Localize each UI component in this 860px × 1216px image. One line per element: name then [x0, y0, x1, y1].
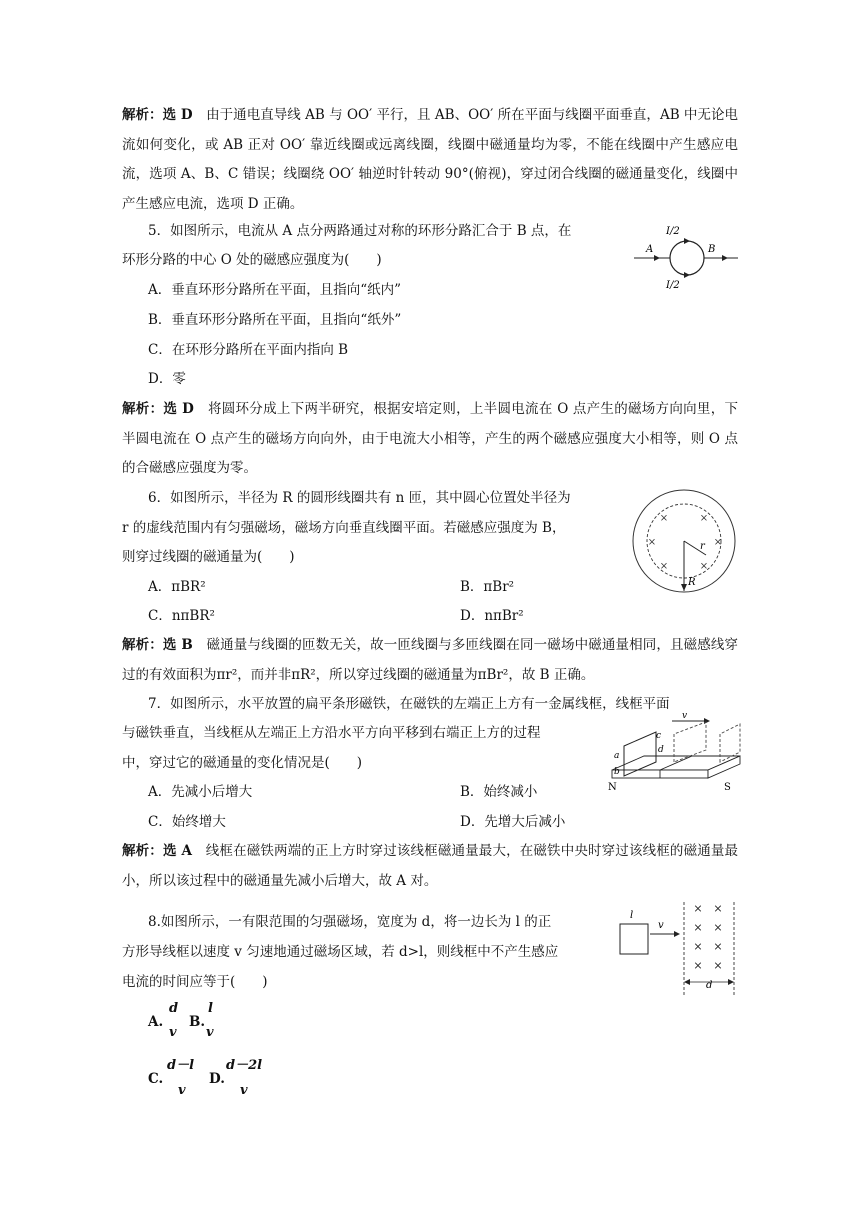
q5-fig-bottom-label: I/2 — [666, 280, 680, 291]
q8-option-c-denominator: v — [178, 1083, 186, 1098]
analysis-label: 解析： — [122, 107, 163, 123]
q8-option-d-label: D. — [209, 1071, 225, 1087]
q6-option-c: C．nπBR² — [148, 608, 215, 624]
cross-mark: × — [699, 513, 709, 524]
q8-option-b-label: B. — [189, 1014, 206, 1030]
q6-stem-line-2: r 的虚线范围内有匀强磁场，磁场方向垂直线圈平面。若磁感应强度为 B， — [122, 520, 566, 536]
q6-option-d: D．nπBr² — [460, 608, 524, 624]
cross-mark: × — [693, 940, 703, 953]
q6-option-a: A．πBR² — [148, 579, 206, 595]
q7-option-c: C．始终增大 — [148, 814, 226, 830]
q8-option-a-numerator: d — [169, 1001, 179, 1016]
analysis-text: 磁通量与线圈的匝数无关，故一匝线圈与多匝线圈在同一磁场中磁通量相同，且磁感线穿过的有效面积为πr²，而并非πR²，所以穿过线圈的磁通量为πBr²，故 B 正确。 — [122, 637, 739, 683]
q5-option-b: B．垂直环形分路所在平面，且指向“纸外” — [148, 312, 402, 328]
q6-fig-r-label: r — [700, 541, 705, 552]
q7-magnet-figure — [604, 710, 754, 796]
q8-stem-line-1: 8.如图所示，一有限范围的匀强磁场，宽度为 d，将一边长为 l 的正 — [148, 914, 552, 930]
q7-analysis — [122, 837, 738, 896]
analysis-text: 线框在磁铁两端的正上方时穿过该线框磁通量最大，在磁铁中央时穿过该线框的磁通量最小，所以该过程中的磁通量先减小后增大，故 A 对。 — [122, 843, 739, 889]
q8-fig-v-label: v — [658, 920, 664, 931]
analysis-label: 解析： — [122, 401, 164, 417]
q7-fig-b-label: b — [614, 767, 620, 777]
q5-ring-circuit-figure — [630, 222, 742, 294]
cross-mark: × — [713, 921, 723, 934]
analysis-text: 由于通电直导线 AB 与 OO′ 平行，且 AB、OO′ 所在平面与线圈平面垂直，AB 中无论电流如何变化，或 AB 正对 OO′ 靠近线圈或远离线圈，线圈中磁通量均为零，不能在线圈中产生感应电流，选项 A、B、C 错误；线圈绕 OO′ 轴逆时针转动 90°(俯视)，穿过闭合线圈的磁通量变化，线圈中产生感应电流，选项 D 正确。 — [122, 107, 739, 212]
q7-stem-line-1: 7．如图所示，水平放置的扁平条形磁铁，在磁铁的左端正上方有一金属线框，线框平面 — [148, 696, 670, 712]
analysis-choice: 选 B — [162, 637, 193, 653]
q8-option-d-numerator: d－2l — [226, 1058, 263, 1073]
q5-option-d: D．零 — [148, 371, 186, 387]
q8-option-d-denominator: v — [240, 1083, 248, 1098]
q7-fig-d-label: d — [658, 745, 664, 755]
q5-option-a: A．垂直环形分路所在平面，且指向“纸内” — [148, 282, 402, 298]
q5-fig-top-label: I/2 — [666, 226, 680, 237]
q7-option-d: D．先增大后减小 — [460, 814, 566, 830]
q8-option-a-denominator: v — [169, 1025, 177, 1040]
cross-mark: × — [659, 513, 669, 524]
q5-fig-b-label: B — [708, 244, 716, 255]
cross-mark: × — [659, 561, 669, 572]
q7-fig-a-label: a — [614, 751, 620, 761]
q8-fig-l-label: l — [630, 910, 634, 921]
q7-stem-line-3: 中，穿过它的磁通量的变化情况是( ) — [122, 755, 363, 771]
cross-mark: × — [713, 537, 723, 548]
q8-field-figure — [614, 898, 744, 1000]
q8-option-b-denominator: v — [206, 1025, 214, 1040]
cross-mark: × — [713, 940, 723, 953]
analysis-choice: 选 D — [162, 107, 193, 123]
cross-mark: × — [713, 902, 723, 915]
q8-option-c-label: C. — [148, 1071, 164, 1087]
q6-stem-line-3: 则穿过线圈的磁通量为( ) — [122, 549, 295, 565]
cross-mark: × — [693, 921, 703, 934]
cross-mark: × — [693, 902, 703, 915]
cross-mark: × — [713, 959, 723, 972]
analysis-choice: 选 A — [162, 843, 192, 859]
analysis-label: 解析： — [122, 843, 163, 859]
analysis-q4 — [122, 101, 738, 219]
q6-fig-R-label: R — [688, 577, 696, 588]
q8-fig-d-label: d — [706, 980, 713, 991]
q5-stem-line-1: 5．如图所示，电流从 A 点分两路通过对称的环形分路汇合于 B 点，在 — [148, 223, 572, 239]
q8-option-a-label: A. — [148, 1014, 164, 1030]
q7-fig-s-label: S — [724, 782, 731, 793]
q5-fig-a-label: A — [646, 244, 654, 255]
q7-fig-v-label: v — [682, 711, 688, 721]
q6-stem-line-1: 6．如图所示，半径为 R 的圆形线圈共有 n 匝，其中圆心位置处半径为 — [148, 490, 571, 506]
analysis-choice: 选 D — [163, 401, 194, 417]
q7-option-a: A．先减小后增大 — [148, 784, 253, 800]
q8-option-b-numerator: l — [208, 1001, 213, 1016]
q5-option-c: C．在环形分路所在平面内指向 B — [148, 342, 349, 358]
q5-analysis — [122, 395, 738, 484]
q6-coil-figure — [628, 487, 742, 595]
cross-mark: × — [693, 959, 703, 972]
q7-stem-line-2: 与磁铁垂直，当线框从左端正上方沿水平方向平移到右端正上方的过程 — [122, 725, 541, 741]
q7-fig-c-label: c — [656, 731, 662, 741]
analysis-text: 将圆环分成上下两半研究，根据安培定则，上半圆电流在 O 点产生的磁场方向向里，下半圆电流在 O 点产生的磁场方向向外，由于电流大小相等，产生的两个磁感应强度大小相等，则 O 点的合磁感应强度为零。 — [122, 401, 738, 476]
q8-option-c-numerator: d－l — [167, 1058, 195, 1073]
q8-stem-line-3: 电流的时间应等于( ) — [122, 974, 268, 990]
cross-mark: × — [699, 561, 709, 572]
q8-stem-line-2: 方形导线框以速度 v 匀速地通过磁场区域，若 d>l，则线框中不产生感应 — [122, 944, 559, 960]
q7-option-b: B．始终减小 — [460, 784, 538, 800]
analysis-label: 解析： — [122, 637, 163, 653]
cross-mark: × — [647, 537, 657, 548]
q6-option-b: B．πBr² — [460, 579, 515, 595]
q5-stem-line-2: 环形分路的中心 O 处的磁感应强度为( ) — [122, 252, 382, 268]
q6-analysis — [122, 631, 738, 690]
q7-fig-n-label: N — [608, 782, 617, 793]
